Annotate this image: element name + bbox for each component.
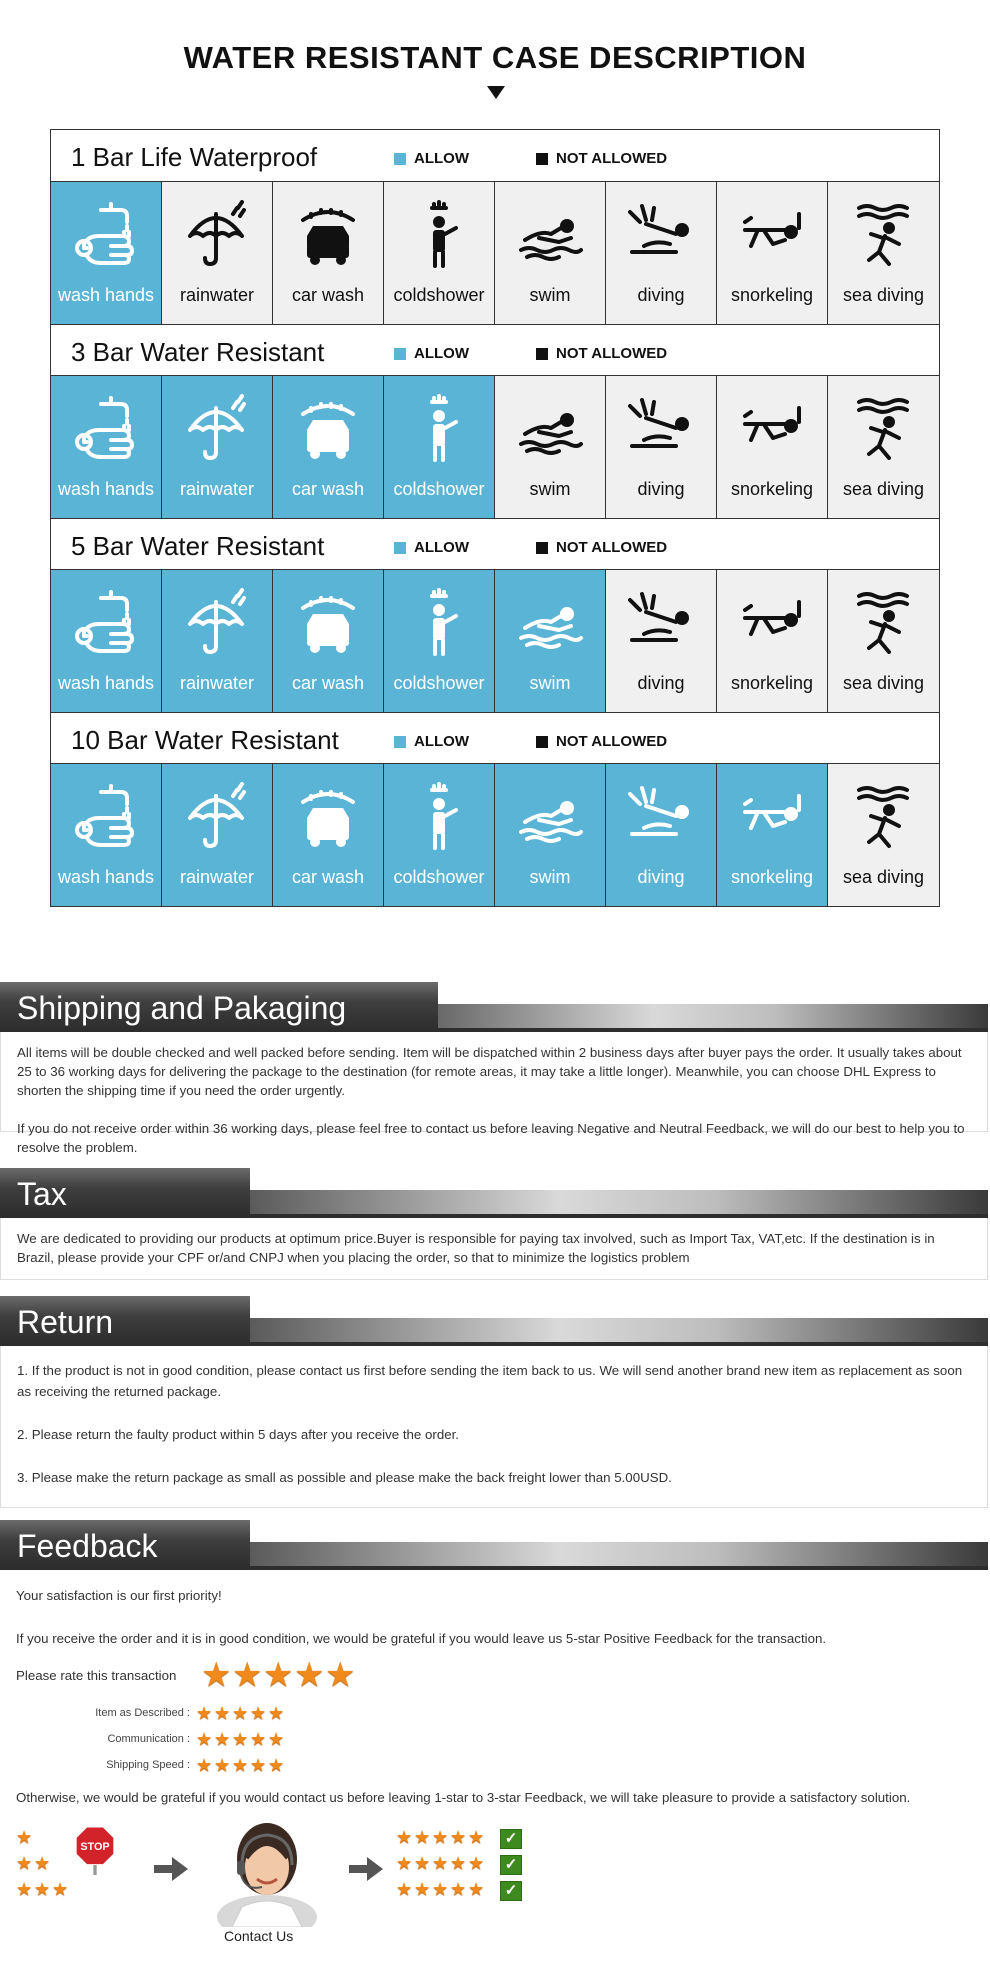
feedback-body <box>0 1570 988 1960</box>
resistance-level-title: 1 Bar Life Waterproof <box>71 142 318 172</box>
dive-icon <box>626 782 696 852</box>
activity-label: coldshower <box>393 673 485 693</box>
not-allowed-swatch <box>536 348 548 360</box>
dive-icon <box>626 394 696 464</box>
allow-swatch <box>394 348 406 360</box>
car-wash-icon <box>293 394 363 464</box>
activity-cell <box>384 764 495 906</box>
star-icon: ★ <box>52 1879 69 1899</box>
legend-allow-label: ALLOW <box>414 150 469 167</box>
star-icon: ★ <box>16 1827 33 1847</box>
star-group <box>396 1827 486 1853</box>
check-icon: ✓ <box>500 1855 522 1875</box>
star-icon: ★ <box>414 1853 431 1873</box>
star-icon: ★ <box>414 1879 431 1899</box>
star-group <box>196 1729 286 1749</box>
snorkel-icon <box>737 782 807 852</box>
stop-sign-text: STOP <box>80 1841 110 1853</box>
activity-cell <box>717 182 828 324</box>
star-icon: ★ <box>468 1827 485 1847</box>
star-icon: ★ <box>468 1853 485 1873</box>
tax-body <box>0 1218 988 1280</box>
activity-row <box>51 376 939 518</box>
activity-label: swim <box>529 479 571 499</box>
activity-label: swim <box>529 867 571 887</box>
star-icon: ★ <box>250 1703 267 1723</box>
resistance-level-block <box>51 324 939 518</box>
sub-rating-row <box>16 1752 972 1778</box>
star-icon[interactable]: ★ <box>294 1656 325 1694</box>
activity-cell <box>717 764 828 906</box>
legend-allow-label: ALLOW <box>414 345 469 362</box>
star-icon[interactable]: ★ <box>201 1656 232 1694</box>
activity-cell <box>828 376 939 518</box>
activity-label: wash hands <box>57 479 155 499</box>
activity-label: sea diving <box>842 867 925 887</box>
shower-icon <box>404 200 474 270</box>
return-paragraph: 2. Please return the faulty product within 5 days after you receive the order. <box>17 1427 459 1442</box>
low-star-column <box>16 1827 70 1905</box>
low-star-row <box>16 1853 70 1879</box>
snorkel-icon <box>737 588 807 658</box>
feedback-title: Feedback <box>17 1528 158 1564</box>
dive-icon <box>626 588 696 658</box>
activity-row <box>51 182 939 324</box>
activity-cell <box>51 182 162 324</box>
umbrella-icon <box>182 394 252 464</box>
activity-cell <box>384 182 495 324</box>
support-agent-icon[interactable] <box>212 1817 322 1927</box>
activity-label: snorkeling <box>730 285 814 305</box>
not-allowed-swatch <box>536 153 548 165</box>
umbrella-icon <box>182 588 252 658</box>
activity-label: diving <box>637 285 685 305</box>
check-icon: ✓ <box>500 1829 522 1849</box>
activity-cell <box>828 764 939 906</box>
swim-icon <box>515 200 585 270</box>
tax-title: Tax <box>17 1176 67 1212</box>
check-icon: ✓ <box>500 1881 522 1901</box>
legend-allow <box>394 345 469 362</box>
activity-cell <box>162 182 273 324</box>
return-paragraph: 1. If the product is not in good condition, please contact us first before sending the item back to us. We will send another brand new item as replacement as soon as receiving the returned package. <box>17 1363 963 1399</box>
allow-swatch <box>394 542 406 554</box>
star-icon: ★ <box>34 1879 51 1899</box>
legend-not-allowed-label: NOT ALLOWED <box>556 733 668 750</box>
star-icon: ★ <box>196 1755 213 1775</box>
star-icon: ★ <box>232 1703 249 1723</box>
water-resistant-title: WATER RESISTANT CASE DESCRIPTION <box>183 40 807 75</box>
not-allowed-swatch <box>536 542 548 554</box>
resistance-level-title: 10 Bar Water Resistant <box>71 725 339 755</box>
star-icon: ★ <box>396 1827 413 1847</box>
activity-label: rainwater <box>179 673 255 693</box>
activity-cell <box>606 570 717 712</box>
car-wash-icon <box>293 200 363 270</box>
tax-paragraph: We are dedicated to providing our products at optimum price.Buyer is responsible for paying tax involved, such as Import Tax, VAT,etc. If the destination is in Brazil, please provide your CPF or/and CNPJ when you placing the order, so that to minimize the logistics problem <box>17 1231 935 1265</box>
star-icon: ★ <box>468 1879 485 1899</box>
not-allowed-swatch <box>536 736 548 748</box>
activity-cell <box>162 570 273 712</box>
low-star-row <box>16 1879 70 1905</box>
star-icon: ★ <box>232 1755 249 1775</box>
resistance-level-title: 5 Bar Water Resistant <box>71 531 325 561</box>
sub-rating-row <box>16 1726 972 1752</box>
tax-section <box>0 1168 990 1280</box>
section-header-bar <box>0 1168 990 1218</box>
dive-icon <box>626 200 696 270</box>
activity-label: diving <box>637 867 685 887</box>
feedback-paragraph: Otherwise, we would be grateful if you would contact us before leaving 1-star to 3-star Feedback, we will take pleasure to provide a satisfactory solution. <box>16 1790 911 1805</box>
sea-dive-icon <box>849 394 919 464</box>
star-icon: ★ <box>214 1755 231 1775</box>
activity-label: snorkeling <box>730 867 814 887</box>
legend-not-allowed <box>536 733 667 750</box>
star-group <box>16 1853 70 1879</box>
resistance-level-title: 3 Bar Water Resistant <box>71 337 325 367</box>
shower-icon <box>404 588 474 658</box>
hand-wash-icon <box>71 200 141 270</box>
activity-label: snorkeling <box>730 479 814 499</box>
swim-icon <box>515 588 585 658</box>
star-icon: ★ <box>250 1729 267 1749</box>
activity-cell <box>162 376 273 518</box>
activity-label: rainwater <box>179 285 255 305</box>
activity-label: swim <box>529 673 571 693</box>
five-star-row <box>396 1879 486 1905</box>
shipping-paragraph: All items will be double checked and well packed before sending. Item will be dispatched within 2 business days after buyer pays the order. It usually takes about 25 to 36 working days for delivering the package to the destination (for remote areas, it may take a little longer). Meanwhile, you can choose DHL Express to shorten the shipping time if you need the order urgently. <box>17 1045 962 1098</box>
stop-sign-icon <box>70 1825 120 1875</box>
legend-allow-label: ALLOW <box>414 733 469 750</box>
activity-label: sea diving <box>842 673 925 693</box>
swim-icon <box>515 782 585 852</box>
activity-cell <box>51 764 162 906</box>
activity-cell <box>384 376 495 518</box>
star-icon: ★ <box>414 1827 431 1847</box>
resistance-level-block <box>51 712 939 906</box>
activity-cell <box>717 570 828 712</box>
sea-dive-icon <box>849 782 919 852</box>
activity-row <box>51 570 939 712</box>
activity-cell <box>495 182 606 324</box>
resistance-level-header <box>51 324 939 376</box>
activity-label: sea diving <box>842 285 925 305</box>
activity-label: coldshower <box>393 867 485 887</box>
return-paragraph: 3. Please make the return package as small as possible and please make the back freight lower than 5.00USD. <box>17 1470 672 1485</box>
legend-not-allowed <box>536 150 667 167</box>
return-title: Return <box>17 1304 114 1340</box>
umbrella-icon <box>182 200 252 270</box>
legend-not-allowed-label: NOT ALLOWED <box>556 150 668 167</box>
star-icon[interactable]: ★ <box>232 1656 263 1694</box>
star-icon: ★ <box>214 1703 231 1723</box>
allow-swatch <box>394 153 406 165</box>
activity-label: car wash <box>291 867 365 887</box>
star-icon: ★ <box>432 1853 449 1873</box>
activity-label: coldshower <box>393 479 485 499</box>
car-wash-icon <box>293 588 363 658</box>
legend-not-allowed <box>536 345 667 362</box>
shipping-title: Shipping and Pakaging <box>17 990 347 1026</box>
swim-icon <box>515 394 585 464</box>
legend-not-allowed-label: NOT ALLOWED <box>556 539 668 556</box>
star-icon: ★ <box>396 1879 413 1899</box>
shipping-section <box>0 982 990 1155</box>
activity-label: rainwater <box>179 867 255 887</box>
snorkel-icon <box>737 394 807 464</box>
feedback-section <box>0 1520 990 1960</box>
legend-allow-label: ALLOW <box>414 539 469 556</box>
star-icon: ★ <box>450 1827 467 1847</box>
activity-cell <box>51 570 162 712</box>
five-star-column <box>396 1827 486 1905</box>
star-icon: ★ <box>16 1853 33 1873</box>
legend-allow <box>394 150 469 167</box>
activity-label: car wash <box>291 673 365 693</box>
allow-swatch <box>394 736 406 748</box>
activity-cell <box>828 182 939 324</box>
star-icon: ★ <box>250 1755 267 1775</box>
star-icon[interactable]: ★ <box>325 1656 356 1694</box>
car-wash-icon <box>293 782 363 852</box>
resistance-level-block <box>51 518 939 712</box>
star-icon[interactable]: ★ <box>263 1656 294 1694</box>
activity-cell <box>51 376 162 518</box>
star-icon: ★ <box>268 1755 285 1775</box>
activity-cell <box>717 376 828 518</box>
arrow-right-icon <box>154 1857 188 1881</box>
activity-label: wash hands <box>57 285 155 305</box>
star-icon: ★ <box>268 1703 285 1723</box>
activity-cell <box>384 570 495 712</box>
activity-cell <box>495 570 606 712</box>
activity-cell <box>606 182 717 324</box>
activity-label: car wash <box>291 285 365 305</box>
shower-icon <box>404 782 474 852</box>
star-icon: ★ <box>450 1853 467 1873</box>
resistance-level-block <box>51 130 939 324</box>
sub-rating-label: Item as Described : <box>95 1706 190 1719</box>
hand-wash-icon <box>71 394 141 464</box>
snorkel-icon <box>737 200 807 270</box>
hand-wash-icon <box>71 782 141 852</box>
star-icon: ★ <box>432 1879 449 1899</box>
activity-label: swim <box>529 285 571 305</box>
shipping-paragraph: If you do not receive order within 36 working days, please feel free to contact us before leaving Negative and Neutral Feedback, we will do our best to help you to resolve the problem. <box>17 1121 965 1155</box>
feedback-paragraph: Your satisfaction is our first priority! <box>16 1588 222 1603</box>
legend-allow <box>394 539 469 556</box>
activity-cell <box>273 376 384 518</box>
star-group <box>196 1755 286 1775</box>
activity-label: snorkeling <box>730 673 814 693</box>
hand-wash-icon <box>71 588 141 658</box>
activity-cell <box>162 764 273 906</box>
feedback-flow-graphic <box>16 1817 972 1947</box>
resistance-level-header <box>51 130 939 182</box>
five-star-row <box>396 1827 486 1853</box>
rate-transaction-row <box>16 1658 972 1692</box>
contact-us-link[interactable]: Contact Us <box>224 1928 294 1944</box>
star-group <box>16 1879 70 1905</box>
feedback-paragraph: If you receive the order and it is in good condition, we would be grateful if you would leave us 5-star Positive Feedback for the transaction. <box>16 1631 827 1646</box>
sea-dive-icon <box>849 588 919 658</box>
star-icon: ★ <box>432 1827 449 1847</box>
star-group <box>16 1827 70 1853</box>
legend-not-allowed <box>536 539 667 556</box>
return-section <box>0 1296 990 1508</box>
legend-allow <box>394 733 469 750</box>
activity-label: rainwater <box>179 479 255 499</box>
star-icon: ★ <box>232 1729 249 1749</box>
activity-cell <box>273 570 384 712</box>
activity-cell <box>606 376 717 518</box>
rating-stars[interactable] <box>201 1658 356 1692</box>
activity-cell <box>606 764 717 906</box>
return-body <box>0 1346 988 1508</box>
water-resistance-table <box>50 129 940 907</box>
sub-rating-label: Communication : <box>107 1732 190 1745</box>
star-icon: ★ <box>268 1729 285 1749</box>
activity-cell <box>273 182 384 324</box>
section-header-bar <box>0 1520 990 1570</box>
low-star-row <box>16 1827 70 1853</box>
umbrella-icon <box>182 782 252 852</box>
resistance-level-header <box>51 518 939 570</box>
activity-label: wash hands <box>57 867 155 887</box>
star-icon: ★ <box>196 1729 213 1749</box>
activity-cell <box>828 570 939 712</box>
activity-label: coldshower <box>393 285 485 305</box>
activity-label: car wash <box>291 479 365 499</box>
activity-label: wash hands <box>57 673 155 693</box>
activity-label: diving <box>637 673 685 693</box>
resistance-level-header <box>51 712 939 764</box>
shower-icon <box>404 394 474 464</box>
sub-ratings <box>16 1700 972 1778</box>
section-header-bar <box>0 982 990 1032</box>
star-icon: ★ <box>34 1853 51 1873</box>
activity-label: diving <box>637 479 685 499</box>
activity-cell <box>495 764 606 906</box>
shipping-body <box>0 1032 988 1155</box>
star-icon: ★ <box>396 1853 413 1873</box>
activity-row <box>51 764 939 906</box>
section-header-bar <box>0 1296 990 1346</box>
activity-cell <box>495 376 606 518</box>
star-icon: ★ <box>450 1879 467 1899</box>
down-triangle-icon <box>487 86 505 99</box>
sub-rating-label: Shipping Speed : <box>106 1758 190 1771</box>
star-icon: ★ <box>214 1729 231 1749</box>
star-group <box>396 1853 486 1879</box>
star-icon: ★ <box>196 1703 213 1723</box>
activity-cell <box>273 764 384 906</box>
legend-not-allowed-label: NOT ALLOWED <box>556 345 668 362</box>
star-group <box>196 1703 286 1723</box>
sea-dive-icon <box>849 200 919 270</box>
star-icon: ★ <box>16 1879 33 1899</box>
arrow-right-icon <box>349 1857 383 1881</box>
star-group <box>396 1879 486 1905</box>
activity-label: sea diving <box>842 479 925 499</box>
five-star-row <box>396 1853 486 1879</box>
sub-rating-row <box>16 1700 972 1726</box>
rate-label: Please rate this transaction <box>16 1667 177 1683</box>
